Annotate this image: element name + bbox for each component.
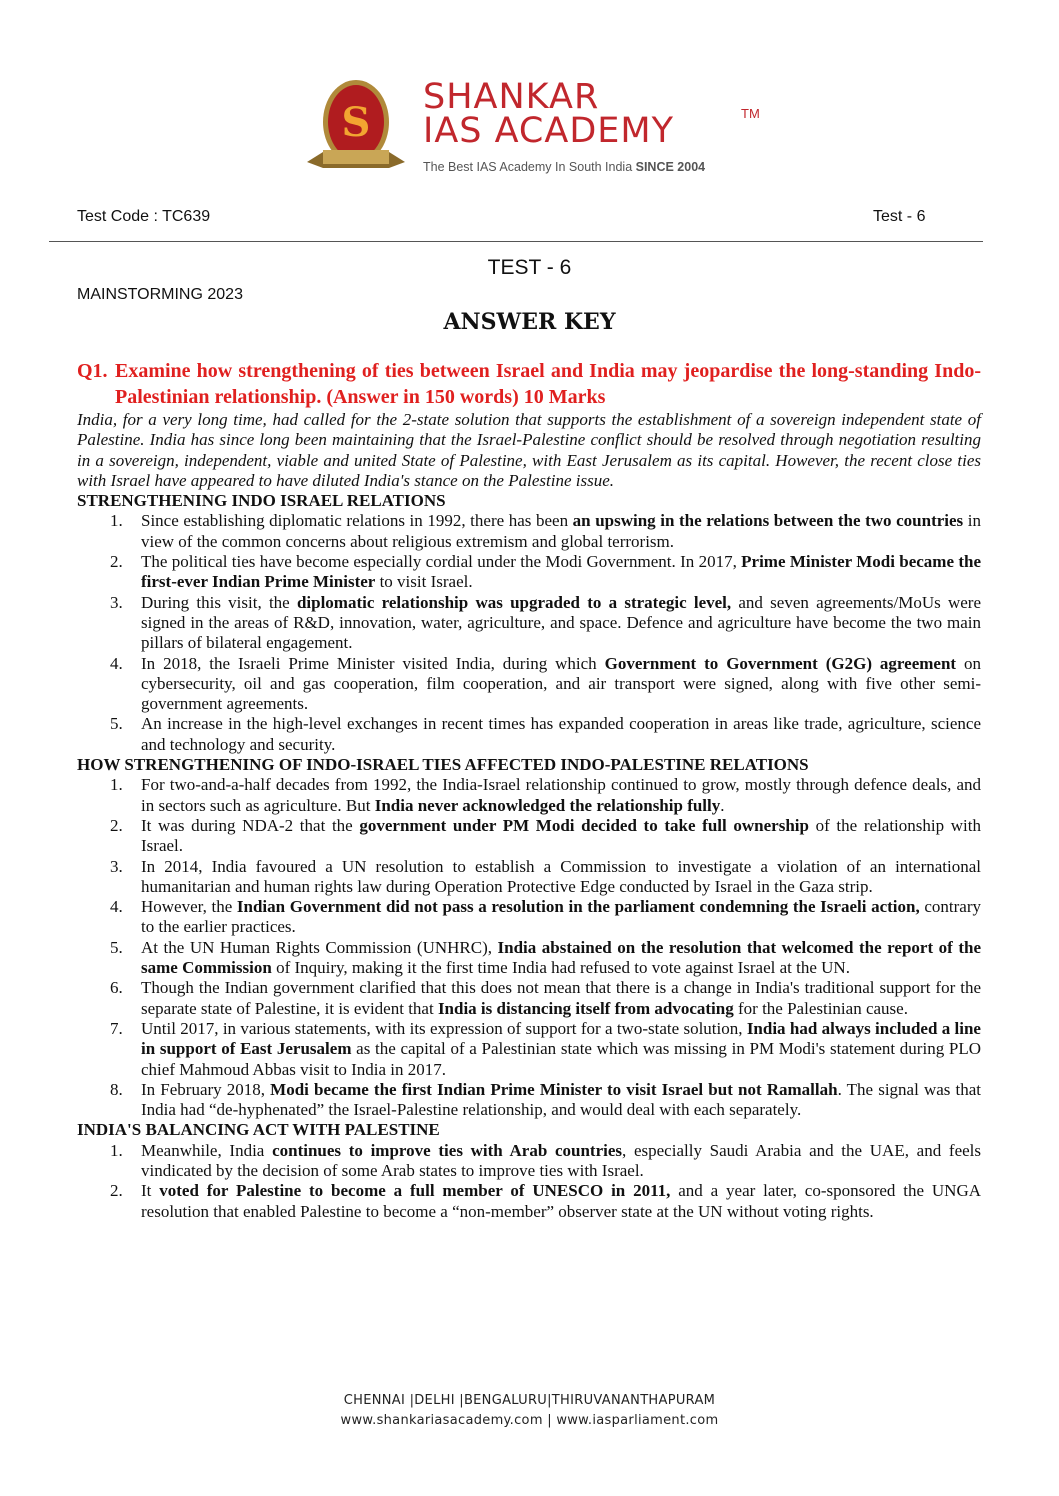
item-number: 1. xyxy=(110,775,123,795)
list-item xyxy=(77,654,981,715)
section-heading: INDIA'S BALANCING ACT WITH PALESTINE xyxy=(77,1120,440,1140)
item-number: 5. xyxy=(110,714,123,734)
text-run: on cybersecurity, oil and gas cooperation, film cooperation, and air transport were signed, along with five other semi-government agreements. xyxy=(141,653,982,714)
list-item xyxy=(77,511,981,552)
item-number: 2. xyxy=(110,552,123,572)
text-run: Though the Indian government clarified that this does not mean that there is a change in India's traditional support for the separate state of Palestine, it is evident that xyxy=(141,978,981,1018)
item-number: 4. xyxy=(110,897,123,917)
list-item xyxy=(77,1181,981,1222)
item-text xyxy=(141,897,981,938)
tagline-text: The Best IAS Academy In South India xyxy=(423,160,636,174)
list-item xyxy=(77,1141,981,1182)
item-number: 3. xyxy=(110,592,123,612)
item-number: 5. xyxy=(110,937,123,957)
numbered-list xyxy=(77,775,981,1120)
section-heading: STRENGTHENING INDO ISRAEL RELATIONS xyxy=(77,491,446,511)
bold-phrase: Indian Government did not pass a resolution in the parliament condemning the Israeli action, xyxy=(236,897,920,917)
text-run: It xyxy=(141,1181,160,1201)
text-run: contrary to the earlier practices. xyxy=(141,897,981,937)
test-title: TEST - 6 xyxy=(487,256,572,279)
bold-phrase: continues to improve ties with Arab countries xyxy=(272,1140,623,1160)
text-run: and seven agreements/MoUs were signed in the areas of R&D, innovation, water, agriculture, and space. Defence and agriculture have become the two main pillars of bilateral engagement. xyxy=(141,592,981,653)
tagline xyxy=(423,160,705,174)
bold-phrase: Modi became the first Indian Prime Minister to visit Israel but not Ramallah xyxy=(270,1079,838,1099)
bold-phrase: voted for Palestine to become a full member of UNESCO in 2011, xyxy=(159,1181,671,1201)
text-run: and a year later, co-sponsored the UNGA resolution that enabled Palestine to become a “non-member” observer state at the UN without voting rights. xyxy=(141,1181,981,1221)
list-item xyxy=(77,1080,981,1121)
item-number: 1. xyxy=(110,1140,123,1160)
footer-websites: www.shankariasacademy.com | www.iasparliament.com xyxy=(340,1413,719,1428)
section-heading: HOW STRENGTHENING OF INDO-ISRAEL TIES AFFECTED INDO-PALESTINE RELATIONS xyxy=(77,755,809,775)
item-text xyxy=(141,1019,981,1080)
list-item xyxy=(77,775,981,816)
text-run: for the Palestinian cause. xyxy=(733,998,908,1018)
item-text xyxy=(141,714,981,755)
text-run: However, the xyxy=(141,897,237,917)
text-run: In 2018, the Israeli Prime Minister visited India, during which xyxy=(141,653,605,673)
bold-phrase: India never acknowledged the relationship fully xyxy=(374,795,721,815)
brand-line-2: IAS ACADEMY xyxy=(423,111,674,151)
list-item xyxy=(77,938,981,979)
bold-phrase: India is distancing itself from advocating xyxy=(437,998,734,1018)
item-text xyxy=(141,1080,981,1121)
text-run: as the capital of a Palestinian state which was missing in PM Modi's statement during PLO chief Mahmoud Abbas visit to India in 2017. xyxy=(141,1039,981,1079)
bold-phrase: Government to Government (G2G) agreement xyxy=(604,653,957,673)
seal-emblem-icon xyxy=(305,78,407,176)
question xyxy=(77,358,981,410)
list-item xyxy=(77,857,981,898)
text-run: to visit Israel. xyxy=(375,572,473,592)
numbered-list xyxy=(77,511,981,755)
item-text xyxy=(141,593,981,654)
bold-phrase: government under PM Modi decided to take full ownership xyxy=(359,815,809,835)
list-item xyxy=(77,816,981,857)
svg-text:S: S xyxy=(341,99,371,146)
text-run: In 2014, India favoured a UN resolution to establish a Commission to investigate a violation of an international humanitarian and human rights law during Operation Protective Edge conducted by Israel in the Gaza strip. xyxy=(141,856,981,896)
text-run: It was during NDA-2 that the xyxy=(141,815,360,835)
question-number: Q1. xyxy=(77,360,108,382)
list-item xyxy=(77,897,981,938)
text-run: Meanwhile, India xyxy=(141,1140,273,1160)
bold-phrase: Prime Minister Modi became the first-ever Indian Prime Minister xyxy=(141,552,981,592)
item-text xyxy=(141,978,981,1019)
text-run: of Inquiry, making it the first time India had refused to vote against Israel at the UN. xyxy=(271,958,850,978)
tagline-since: SINCE 2004 xyxy=(635,160,706,174)
test-number: Test - 6 xyxy=(873,208,926,225)
item-text xyxy=(141,816,981,857)
bold-phrase: diplomatic relationship was upgraded to a strategic level, xyxy=(296,592,732,612)
text-run: , especially Saudi Arabia and the UAE, and feels vindicated by the decision of some Arab states to improve ties with Israel. xyxy=(141,1140,981,1180)
item-text xyxy=(141,654,981,715)
bold-phrase: an upswing in the relations between the two countries xyxy=(572,511,964,531)
item-number: 8. xyxy=(110,1079,123,1099)
item-text xyxy=(141,511,981,552)
trademark: TM xyxy=(741,106,760,121)
text-run: The political ties have become especially cordial under the Modi Government. In 2017, xyxy=(141,552,742,572)
item-text xyxy=(141,1141,981,1182)
item-number: 3. xyxy=(110,856,123,876)
item-text xyxy=(141,775,981,816)
item-text xyxy=(141,552,981,593)
series-name: MAINSTORMING 2023 xyxy=(77,286,243,303)
text-run: During this visit, the xyxy=(141,592,297,612)
item-number: 2. xyxy=(110,1181,123,1201)
text-run: An increase in the high-level exchanges in recent times has expanded cooperation in areas like trade, agriculture, science and technology and security. xyxy=(141,714,981,754)
text-run: Until 2017, in various statements, with its expression of support for a two-state solution, xyxy=(141,1018,747,1038)
footer-cities: CHENNAI |DELHI |BENGALURU|THIRUVANANTHAPURAM xyxy=(343,1393,716,1408)
text-run: For two-and-a-half decades from 1992, the India-Israel relationship continued to grow, mostly through defence deals, and in sectors such as agriculture. But xyxy=(141,775,981,815)
bold-phrase: India abstained on the resolution that welcomed the report of the same Commission xyxy=(141,937,981,978)
bold-phrase: India had always included a line in support of East Jerusalem xyxy=(141,1018,981,1059)
list-item xyxy=(77,552,981,593)
academy-logo xyxy=(305,78,765,178)
text-run: . xyxy=(720,795,725,815)
text-run: Since establishing diplomatic relations in 1992, there has been xyxy=(141,511,573,531)
item-number: 4. xyxy=(110,653,123,673)
answer-key-heading: ANSWER KEY xyxy=(443,309,616,335)
item-number: 7. xyxy=(110,1018,123,1038)
item-text xyxy=(141,857,981,898)
header-divider xyxy=(49,241,983,242)
question-text: Examine how strengthening of ties between Israel and India may jeopardise the long-standing Indo-Palestinian relationship. (Answer in 150 words) 10 Marks xyxy=(115,360,981,408)
intro-paragraph: India, for a very long time, had called for the 2-state solution that supports the establishment of a sovereign independent state of Palestine. India has since long been maintaining that the Israel-Palestine conflict should be resolved through negotiation resulting in a sovereign, independent, viable and united State of Palestine, with East Jerusalem as its capital. However, the recent close ties with Israel have appeared to have diluted India's stance on the Palestine issue. xyxy=(77,410,981,490)
list-item xyxy=(77,1019,981,1080)
text-run: At the UN Human Rights Commission (UNHRC), xyxy=(141,937,498,957)
list-item xyxy=(77,593,981,654)
text-run: In February 2018, xyxy=(141,1079,271,1099)
item-number: 1. xyxy=(110,511,123,531)
test-code: Test Code : TC639 xyxy=(77,208,211,225)
item-number: 6. xyxy=(110,978,123,998)
answer-content xyxy=(77,358,981,1222)
item-text xyxy=(141,938,981,979)
list-item xyxy=(77,714,981,755)
list-item xyxy=(77,978,981,1019)
sections xyxy=(77,491,981,1222)
item-number: 2. xyxy=(110,815,123,835)
text-run: of the relationship with Israel. xyxy=(141,815,981,856)
numbered-list xyxy=(77,1141,981,1222)
brand-line-1: SHANKAR xyxy=(423,77,600,117)
item-text xyxy=(141,1181,981,1222)
text-run: . The signal was that India had “de-hyphenated” the Israel-Palestine relationship, and would deal with each separately. xyxy=(141,1079,981,1120)
text-run: in view of the common concerns about religious extremism and global terrorism. xyxy=(141,511,981,551)
